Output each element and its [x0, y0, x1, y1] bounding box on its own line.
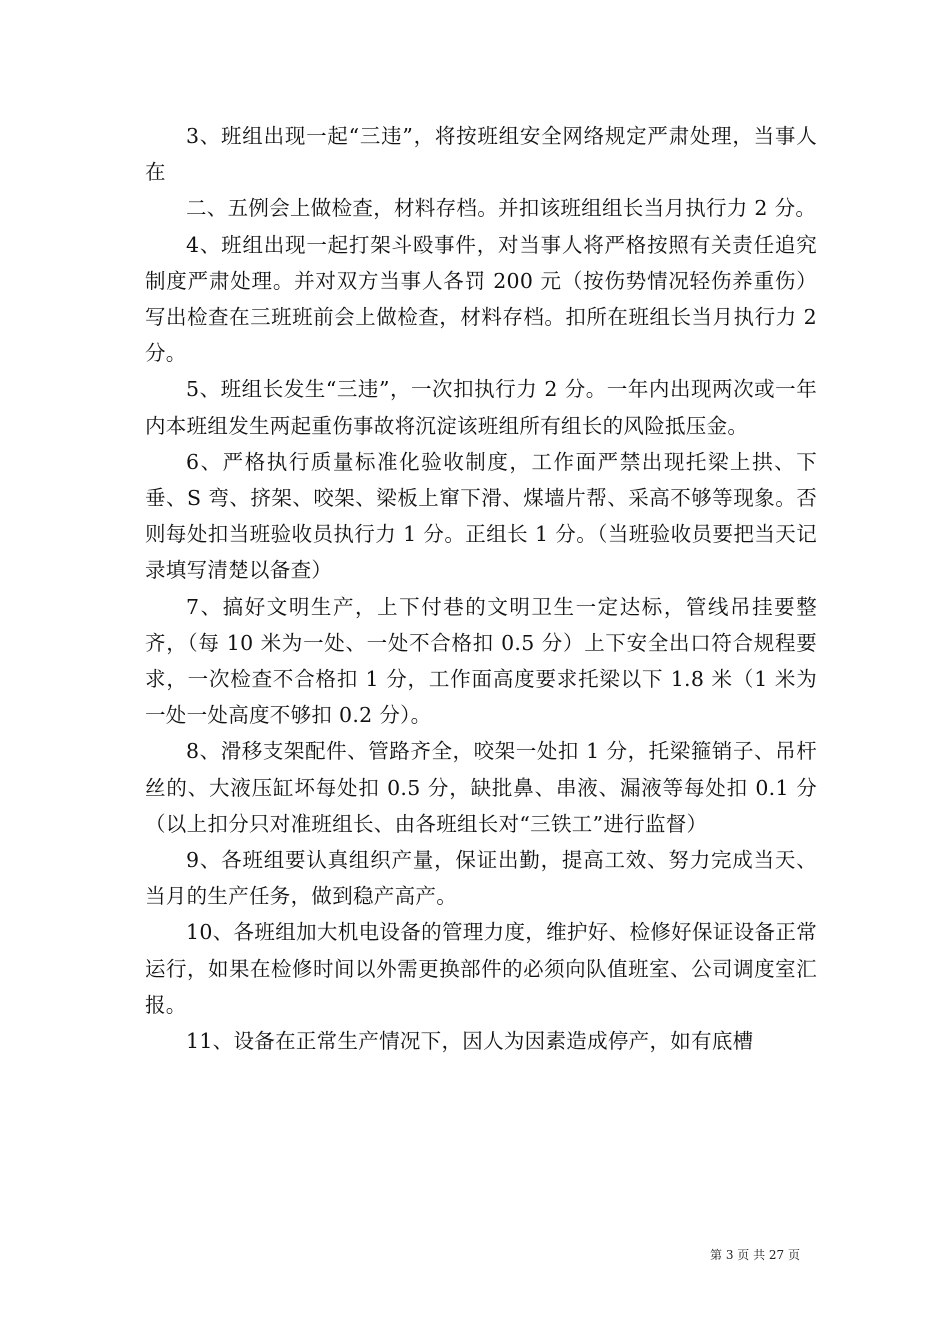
paragraph-item-7: 7、搞好文明生产，上下付巷的文明卫生一定达标，管线吊挂要整齐，（每 10 米为一处、一处不合格扣 0.5 分）上下安全出口符合规程要求，一次检查不合格扣 1 分，工作面高度要求托梁以下 1.8 米（1 米为一处一处高度不够扣 0.2 分）。 [145, 594, 817, 728]
paragraph-item-3-continued: 二、五例会上做检查，材料存档。并扣该班组组长当月执行力 2 分。 [186, 196, 817, 221]
paragraph-item-5: 5、班组长发生“三违”，一次扣执行力 2 分。一年内出现两次或一年内本班组发生两起重伤事故将沉淀该班组所有组长的风险抵压金。 [145, 377, 817, 438]
paragraph-item-8: 8、滑移支架配件、管路齐全，咬架一处扣 1 分，托梁箍销子、吊杆丝的、大液压缸坏每处扣 0.5 分，缺批鼻、串液、漏液等每处扣 0.1 分（以上扣分只对准班组长、由各班组长对“三铁工”进行监督） [145, 739, 817, 836]
paragraph-item-9: 9、各班组要认真组织产量，保证出勤，提高工效、努力完成当天、当月的生产任务，做到稳产高产。 [145, 848, 817, 909]
paragraph-item-10: 10、各班组加大机电设备的管理力度，维护好、检修好保证设备正常运行，如果在检修时间以外需更换部件的必须向队值班室、公司调度室汇报。 [145, 920, 817, 1017]
paragraph-item-3: 3、班组出现一起“三违”，将按班组安全网络规定严肃处理，当事人在 [145, 124, 817, 185]
paragraph-item-11: 11、设备在正常生产情况下，因人为因素造成停产，如有底槽 [186, 1029, 754, 1054]
paragraph-item-6: 6、严格执行质量标准化验收制度，工作面严禁出现托梁上拱、下垂、S 弯、挤架、咬架、梁板上窜下滑、煤墙片帮、采高不够等现象。否则每处扣当班验收员执行力 1 分。正组长 1 分。（当班验收员要把当天记录填写清楚以备查） [145, 449, 817, 583]
document-body [145, 118, 817, 1059]
page-number-footer: 第 3 页 共 27 页 [710, 1248, 800, 1262]
paragraph-item-4: 4、班组出现一起打架斗殴事件，对当事人将严格按照有关责任追究制度严肃处理。并对双方当事人各罚 200 元（按伤势情况轻伤养重伤）写出检查在三班班前会上做检查，材料存档。扣所在班组长当月执行力 2 分。 [145, 232, 817, 366]
